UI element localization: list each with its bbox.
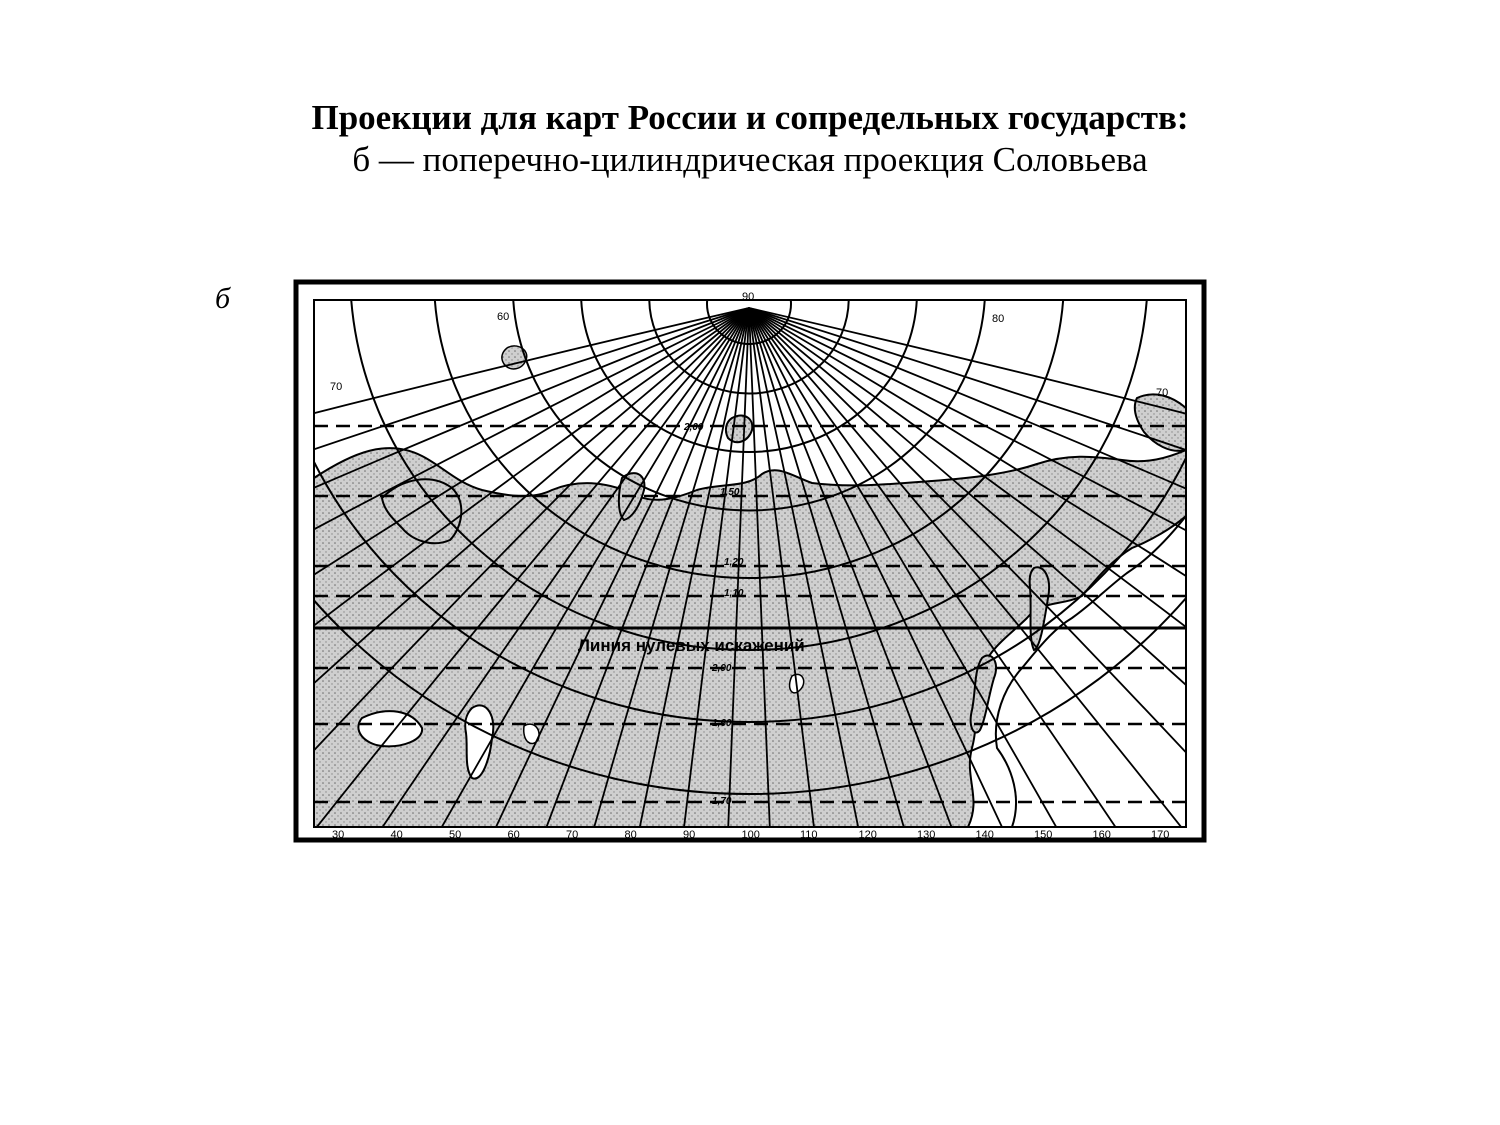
bottom-tick-label: 70 <box>566 829 579 841</box>
map-svg <box>292 278 1208 844</box>
bottom-tick-label: 60 <box>507 829 520 841</box>
bottom-tick-label: 90 <box>683 829 696 841</box>
scale-label-5: 2,90 <box>712 663 732 674</box>
bottom-tick-label: 120 <box>858 829 877 841</box>
bottom-tick-label: 170 <box>1151 829 1170 841</box>
slide-title: Проекции для карт России и сопредельных государств: <box>311 98 1189 137</box>
lon-label-top-right: 80 <box>992 313 1005 325</box>
projection-map <box>292 278 1208 844</box>
bottom-tick-label: 40 <box>390 829 403 841</box>
bottom-tick-label: 130 <box>917 829 936 841</box>
bottom-tick-label: 100 <box>741 829 760 841</box>
bottom-tick-label: 30 <box>332 829 345 841</box>
pole-label: 90 <box>742 291 755 303</box>
zero-distortion-label: Линия нулевых искажений <box>578 636 805 655</box>
lon-label-top-left: 60 <box>497 311 510 323</box>
bottom-tick-label: 80 <box>624 829 637 841</box>
lat-label-right: 70 <box>1156 387 1169 399</box>
scale-label-2: 1,50 <box>720 487 740 498</box>
bottom-tick-label: 140 <box>975 829 994 841</box>
bottom-tick-label: 160 <box>1092 829 1111 841</box>
scale-label-7: 1,70 <box>712 796 732 807</box>
scale-label-1: 2,00 <box>684 422 704 433</box>
bottom-tick-label: 110 <box>800 829 818 841</box>
bottom-tick-label: 150 <box>1034 829 1053 841</box>
slide-heading <box>0 96 1500 180</box>
severnaya-zemlya <box>726 416 752 443</box>
bottom-longitude-ticks <box>332 829 1169 841</box>
bottom-tick-label: 50 <box>449 829 462 841</box>
scale-label-4: 1,10 <box>724 588 744 599</box>
black-sea <box>358 711 422 746</box>
lat-label-left: 70 <box>330 381 343 393</box>
scale-label-3: 1,20 <box>724 557 744 568</box>
scale-label-6: 1,60 <box>712 718 732 729</box>
figure-letter: б <box>215 282 231 315</box>
slide-subtitle: б — поперечно-цилиндрическая проекция Соловьева <box>352 140 1148 179</box>
